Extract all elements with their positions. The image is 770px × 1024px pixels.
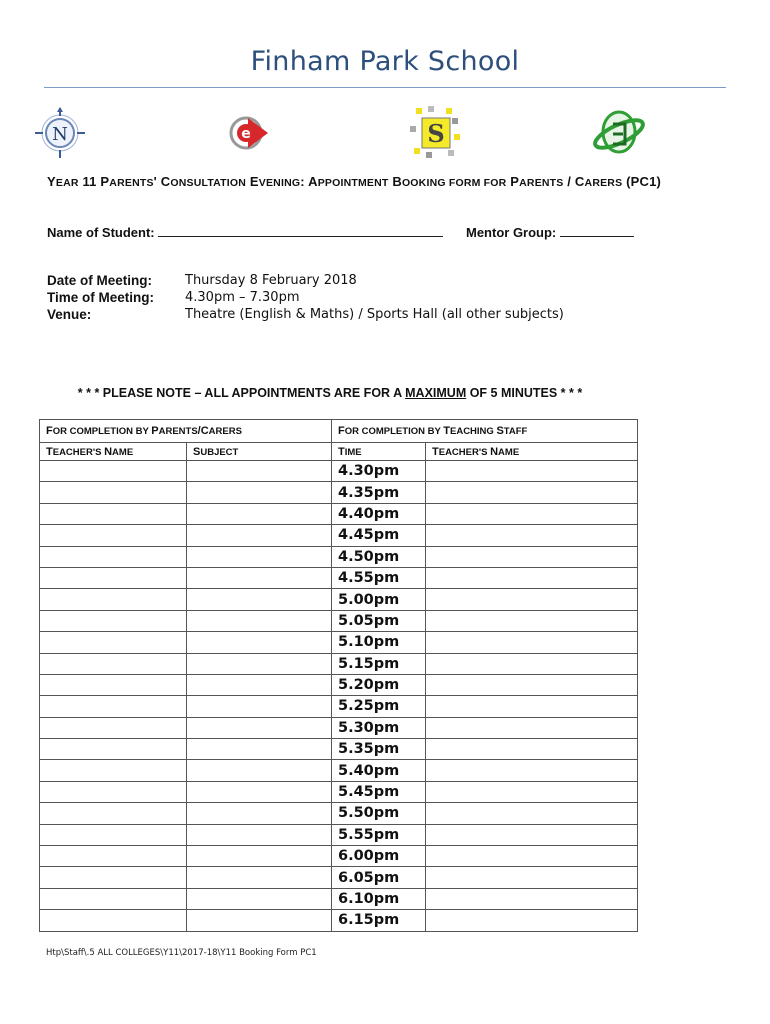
table-row: [40, 846, 638, 867]
staff-teacher-name-cell[interactable]: [426, 610, 638, 631]
venue-value: Theatre (English & Maths) / Sports Hall (all other subjects): [185, 307, 564, 322]
table-row: [40, 589, 638, 610]
subject-cell[interactable]: [187, 461, 332, 482]
teacher-name-cell[interactable]: [40, 653, 187, 674]
student-name-field[interactable]: [158, 224, 443, 237]
staff-teacher-name-cell[interactable]: [426, 653, 638, 674]
school-title: Finham Park School: [250, 46, 520, 77]
subject-cell[interactable]: [187, 888, 332, 909]
subject-cell[interactable]: [187, 589, 332, 610]
time-cell: 4.35pm: [332, 482, 426, 503]
group-header-staff: FOR COMPLETION BY TEACHING STAFF: [332, 420, 638, 443]
table-row: [40, 760, 638, 781]
table-row: [40, 867, 638, 888]
teacher-name-cell[interactable]: [40, 503, 187, 524]
time-cell: 5.55pm: [332, 824, 426, 845]
col-staff-teacher-name: TEACHER'S NAME: [426, 443, 638, 461]
time-cell: 4.45pm: [332, 525, 426, 546]
staff-teacher-name-cell[interactable]: [426, 567, 638, 588]
date-value: Thursday 8 February 2018: [185, 273, 357, 288]
staff-teacher-name-cell[interactable]: [426, 461, 638, 482]
col-teacher-name: TEACHER'S NAME: [40, 443, 187, 461]
staff-teacher-name-cell[interactable]: [426, 910, 638, 931]
table-row: [40, 803, 638, 824]
table-row: [40, 781, 638, 802]
mentor-group-row: [466, 224, 634, 240]
staff-teacher-name-cell[interactable]: [426, 632, 638, 653]
staff-teacher-name-cell[interactable]: [426, 888, 638, 909]
form-heading: YEAR 11 PARENTS' CONSULTATION EVENING: APPOINTMENT BOOKING FORM FOR PARENTS / CARERS (PC1): [47, 174, 662, 189]
teacher-name-cell[interactable]: [40, 760, 187, 781]
table-row: [40, 674, 638, 695]
file-path-footer: Htp\Staff\.5 ALL COLLEGES\Y11\2017-18\Y11 Booking Form PC1: [46, 948, 317, 958]
time-cell: 6.00pm: [332, 846, 426, 867]
subject-cell[interactable]: [187, 739, 332, 760]
staff-teacher-name-cell[interactable]: [426, 846, 638, 867]
venue-label: Venue:: [47, 307, 92, 322]
arrow-e-logo: [224, 104, 280, 160]
table-row: [40, 653, 638, 674]
table-row: [40, 525, 638, 546]
subject-cell[interactable]: [187, 824, 332, 845]
staff-teacher-name-cell[interactable]: [426, 589, 638, 610]
teacher-name-cell[interactable]: [40, 567, 187, 588]
subject-cell[interactable]: [187, 846, 332, 867]
appointment-note: * * * PLEASE NOTE – ALL APPOINTMENTS ARE FOR A MAXIMUM OF 5 MINUTES * * *: [77, 386, 583, 400]
subject-cell[interactable]: [187, 803, 332, 824]
col-time: TIME: [332, 443, 426, 461]
table-row: [40, 610, 638, 631]
staff-teacher-name-cell[interactable]: [426, 674, 638, 695]
time-cell: 4.50pm: [332, 546, 426, 567]
time-cell: 4.55pm: [332, 567, 426, 588]
teacher-name-cell[interactable]: [40, 482, 187, 503]
teacher-name-cell[interactable]: [40, 888, 187, 909]
subject-cell[interactable]: [187, 696, 332, 717]
puzzle-s-logo: [408, 104, 464, 160]
table-row: [40, 739, 638, 760]
teacher-name-cell[interactable]: [40, 824, 187, 845]
table-row: [40, 567, 638, 588]
time-cell: 5.30pm: [332, 717, 426, 738]
teacher-name-cell[interactable]: [40, 610, 187, 631]
svg-text:S: S: [427, 119, 445, 148]
table-row: [40, 824, 638, 845]
title-divider: [44, 87, 726, 88]
staff-teacher-name-cell[interactable]: [426, 781, 638, 802]
table-row: [40, 696, 638, 717]
time-cell: 4.40pm: [332, 503, 426, 524]
col-subject: SUBJECT: [187, 443, 332, 461]
table-row: [40, 546, 638, 567]
time-cell: 6.15pm: [332, 910, 426, 931]
group-header-parents: FOR COMPLETION BY PARENTS/CARERS: [40, 420, 332, 443]
teacher-name-cell[interactable]: [40, 717, 187, 738]
subject-cell[interactable]: [187, 717, 332, 738]
subject-cell[interactable]: [187, 610, 332, 631]
time-cell: 5.00pm: [332, 589, 426, 610]
teacher-name-cell[interactable]: [40, 632, 187, 653]
staff-teacher-name-cell[interactable]: [426, 546, 638, 567]
staff-teacher-name-cell[interactable]: [426, 824, 638, 845]
subject-cell[interactable]: [187, 632, 332, 653]
time-cell: 5.15pm: [332, 653, 426, 674]
note-emphasis: MAXIMUM: [405, 386, 467, 400]
staff-teacher-name-cell[interactable]: [426, 482, 638, 503]
mentor-group-label: Mentor Group:: [466, 225, 557, 240]
globe-logo: [591, 104, 647, 160]
teacher-name-cell[interactable]: [40, 803, 187, 824]
time-cell: 5.05pm: [332, 610, 426, 631]
staff-teacher-name-cell[interactable]: [426, 803, 638, 824]
table-row: [40, 888, 638, 909]
subject-cell[interactable]: [187, 674, 332, 695]
date-label: Date of Meeting:: [47, 273, 153, 288]
subject-cell[interactable]: [187, 567, 332, 588]
booking-table: [39, 419, 638, 932]
staff-teacher-name-cell[interactable]: [426, 503, 638, 524]
mentor-group-field[interactable]: [560, 224, 634, 237]
subject-cell[interactable]: [187, 781, 332, 802]
time-cell: 6.10pm: [332, 888, 426, 909]
time-value: 4.30pm – 7.30pm: [185, 290, 300, 305]
subject-cell[interactable]: [187, 482, 332, 503]
student-name-label: Name of Student:: [47, 225, 155, 240]
subject-cell[interactable]: [187, 867, 332, 888]
time-cell: 5.10pm: [332, 632, 426, 653]
staff-teacher-name-cell[interactable]: [426, 525, 638, 546]
staff-teacher-name-cell[interactable]: [426, 739, 638, 760]
teacher-name-cell[interactable]: [40, 525, 187, 546]
table-row: [40, 503, 638, 524]
staff-teacher-name-cell[interactable]: [426, 696, 638, 717]
subject-cell[interactable]: [187, 525, 332, 546]
teacher-name-cell[interactable]: [40, 846, 187, 867]
time-cell: 5.25pm: [332, 696, 426, 717]
staff-teacher-name-cell[interactable]: [426, 867, 638, 888]
subject-cell[interactable]: [187, 760, 332, 781]
staff-teacher-name-cell[interactable]: [426, 717, 638, 738]
subject-cell[interactable]: [187, 910, 332, 931]
teacher-name-cell[interactable]: [40, 461, 187, 482]
time-cell: 5.20pm: [332, 674, 426, 695]
subject-cell[interactable]: [187, 653, 332, 674]
teacher-name-cell[interactable]: [40, 674, 187, 695]
time-cell: 5.50pm: [332, 803, 426, 824]
subject-cell[interactable]: [187, 503, 332, 524]
student-name-row: [47, 224, 443, 240]
teacher-name-cell[interactable]: [40, 739, 187, 760]
svg-text:N: N: [52, 124, 68, 145]
table-row: [40, 461, 638, 482]
time-label: Time of Meeting:: [47, 290, 155, 305]
compass-logo: [32, 104, 88, 160]
time-cell: 5.45pm: [332, 781, 426, 802]
table-row: [40, 910, 638, 931]
teacher-name-cell[interactable]: [40, 781, 187, 802]
time-cell: 4.30pm: [332, 461, 426, 482]
table-row: [40, 717, 638, 738]
time-cell: 6.05pm: [332, 867, 426, 888]
staff-teacher-name-cell[interactable]: [426, 760, 638, 781]
svg-text:e: e: [241, 126, 251, 142]
teacher-name-cell[interactable]: [40, 589, 187, 610]
teacher-name-cell[interactable]: [40, 546, 187, 567]
time-cell: 5.40pm: [332, 760, 426, 781]
table-row: [40, 482, 638, 503]
teacher-name-cell[interactable]: [40, 696, 187, 717]
table-row: [40, 632, 638, 653]
teacher-name-cell[interactable]: [40, 910, 187, 931]
subject-cell[interactable]: [187, 546, 332, 567]
teacher-name-cell[interactable]: [40, 867, 187, 888]
time-cell: 5.35pm: [332, 739, 426, 760]
